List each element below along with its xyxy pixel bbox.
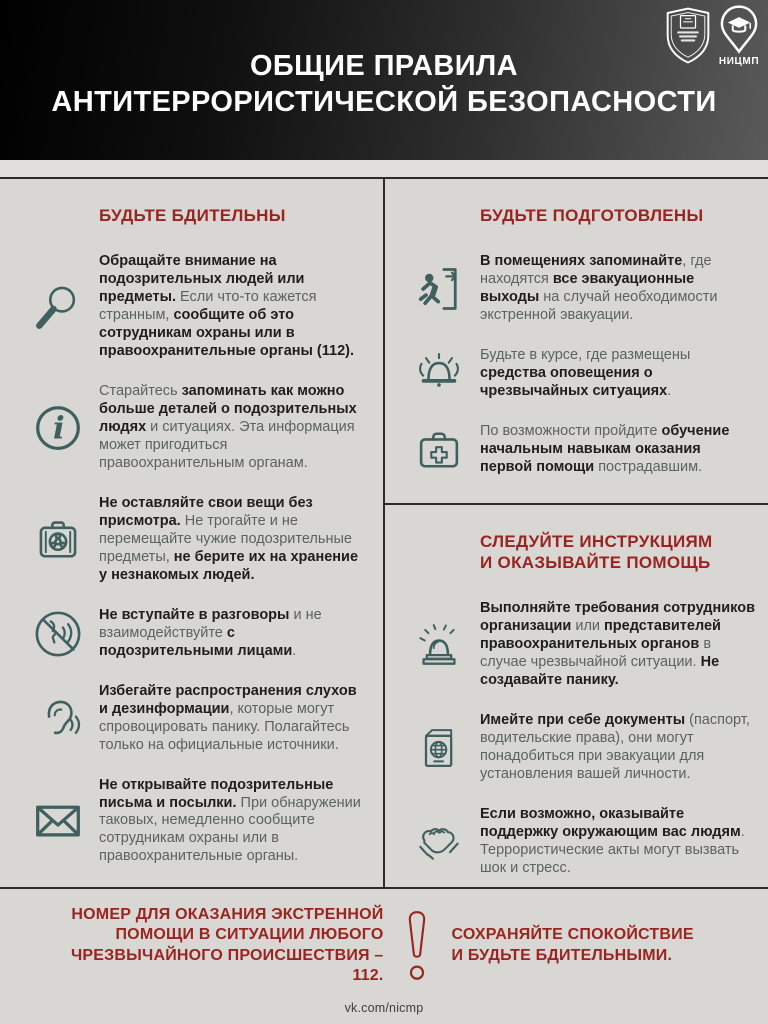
luggage-icon (32, 514, 84, 566)
rule-item (413, 600, 756, 690)
rule-item (413, 806, 756, 878)
rule-item (32, 495, 369, 585)
handshake-icon (413, 816, 465, 868)
rule-text: По возможности пройдите обучение начальным навыкам оказания первой помощи пострадавшим. (480, 423, 730, 475)
rule-text: Не открывайте подозрительные письма и посылки. При обнаружении таковых, немедленно сообщите сотрудникам охраны или в правоохранительные органы. (99, 776, 361, 865)
envelope-icon (32, 795, 84, 847)
rule-text: Не вступайте в разговоры и не взаимодействуйте с подозрительными лицами. (99, 606, 322, 659)
stay-calm-text: СОХРАНЯЙТЕ СПОКОЙСТВИЕ И БУДЬТЕ БДИТЕЛЬНЫМИ. (451, 926, 694, 964)
right-column (385, 179, 768, 887)
section-be-vigilant (0, 179, 385, 887)
rule-item (32, 253, 369, 361)
poster-title (0, 0, 768, 121)
rule-text: Выполняйте требования сотрудников организации или представителей правоохранительных органов в случае чрезвычайной ситуации. Не создавайте панику. (480, 600, 755, 689)
rule-text: В помещениях запоминайте, где находятся все эвакуационные выходы на случай необходимости экстренной эвакуации. (480, 253, 718, 324)
heading-be-prepared: БУДЬТЕ ПОДГОТОВЛЕНЫ (480, 206, 704, 225)
ear-icon (32, 693, 84, 745)
nicmp-logo-label: НИЦМП (718, 56, 760, 67)
nicmp-logo (716, 5, 762, 67)
heading-follow-instructions: СЛЕДУЙТЕ ИНСТРУКЦИЯМ И ОКАЗЫВАЙТЕ ПОМОЩЬ (480, 531, 713, 573)
rule-item (32, 683, 369, 755)
rule-text: Если возможно, оказывайте поддержку окружающим вас людям. Террористические акты могут вызвать шок и стресс. (480, 806, 745, 877)
logos (665, 5, 762, 67)
rule-text: Избегайте распространения слухов и дезинформации, которые могут спровоцировать панику. Полагайтесь только на официальные источники. (99, 682, 357, 753)
rule-text: Обращайте внимание на подозрительных людей или предметы. Если что-то кажется странным, сообщите об это сотрудникам охраны или в правоохранительные органы (112). (99, 253, 355, 360)
title-line-2: АНТИТЕРРОРИСТИЧЕСКОЙ БЕЗОПАСНОСТИ (51, 85, 717, 118)
section-divider-line (385, 503, 768, 505)
first-aid-icon (413, 424, 465, 476)
heading-be-vigilant: БУДЬТЕ БДИТЕЛЬНЫ (99, 206, 286, 225)
svg-text:i: i (52, 410, 65, 447)
vk-link: vk.com/nicmp (344, 1001, 424, 1015)
title-line-1: ОБЩИЕ ПРАВИЛА (249, 50, 519, 82)
header-gap-strip (0, 160, 768, 177)
passport-icon (413, 722, 465, 774)
rule-item (413, 347, 756, 401)
rule-text: Не оставляйте свои вещи без присмотра. Не трогайте и не перемещайте чужие подозрительные предметы, не берите их на хранение у незнакомых людей. (99, 494, 359, 583)
rule-item (32, 777, 369, 867)
header (0, 0, 768, 160)
rule-item (413, 423, 756, 477)
rule-text: Старайтесь запоминать как можно больше деталей о подозрительных людях и ситуациях. Эта информация может пригодиться правоохранительным органам. (99, 383, 357, 471)
prepared-items (413, 253, 756, 477)
rule-item (32, 607, 369, 661)
info-icon (32, 402, 84, 454)
vigilant-items (32, 253, 369, 866)
no-conversation-icon (32, 608, 84, 660)
magnifier-icon (32, 281, 84, 333)
emergency-number-text: НОМЕР ДЛЯ ОКАЗАНИЯ ЭКСТРЕННОЙ ПОМОЩИ В СИТУАЦИИ ЛЮБОГО ЧРЕЗВЫЧАЙНОГО ПРОИСШЕСТВИЯ – 112. (70, 906, 384, 985)
rule-text: Имейте при себе документы (паспорт, водительские права), они могут понадобиться при эвакуации для установления вашей личности. (480, 712, 750, 783)
emergency-banner (0, 889, 768, 987)
follow-items (413, 600, 756, 878)
shield-emblem-logo (665, 5, 711, 67)
rule-item (413, 253, 756, 325)
exclamation-icon (401, 908, 435, 984)
emergency-exit-icon (413, 263, 465, 315)
rule-item (413, 712, 756, 784)
bottom-section (0, 889, 768, 1024)
siren-icon (413, 619, 465, 671)
rule-item (32, 383, 369, 473)
rule-text: Будьте в курсе, где размещены средства оповещения о чрезвычайных ситуациях. (480, 347, 691, 400)
content (0, 177, 768, 889)
alarm-bell-icon (413, 348, 465, 400)
